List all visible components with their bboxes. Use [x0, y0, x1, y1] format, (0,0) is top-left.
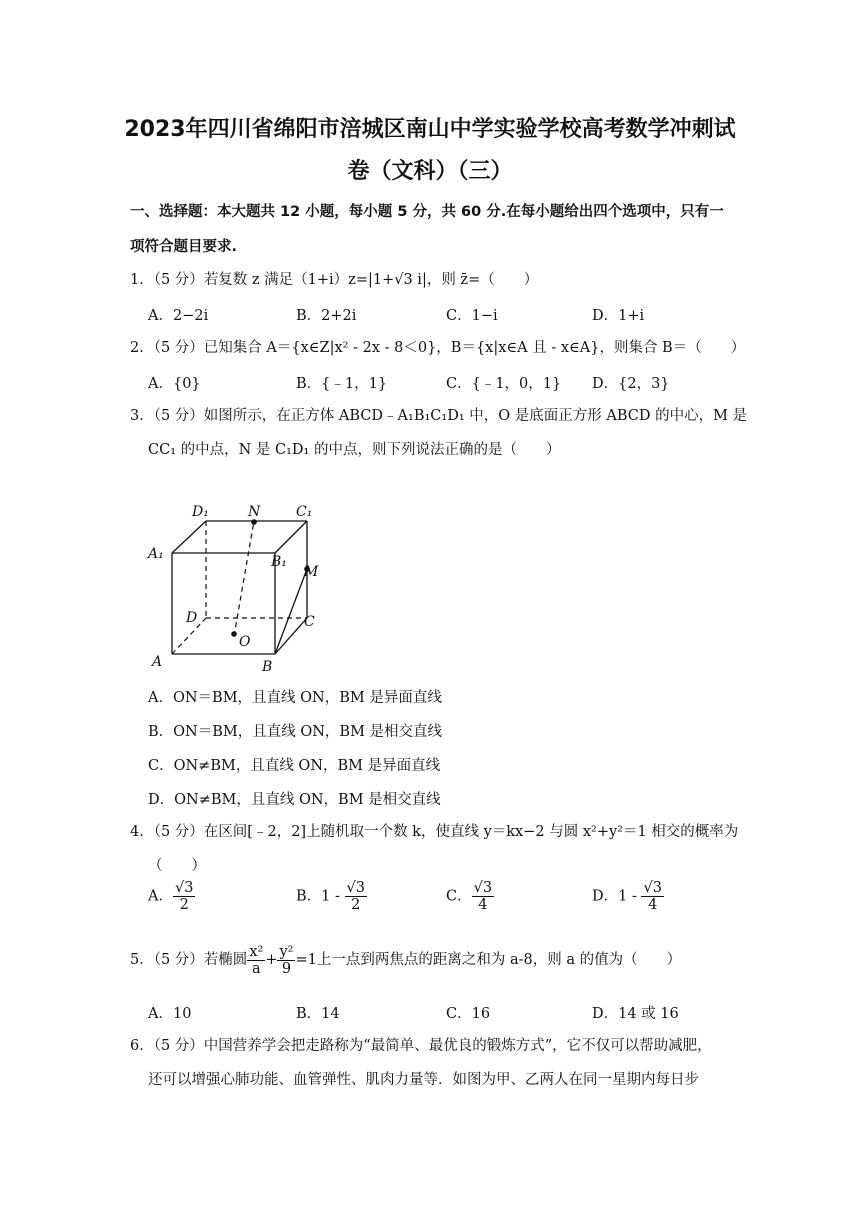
label-A1: A₁ — [148, 546, 164, 562]
q2-option-a[interactable]: A．{0} — [148, 376, 201, 392]
q5-stem-after: 上一点到两焦点的距离之和为 a-8，则 a 的值为（ ） — [316, 952, 682, 968]
q4-option-c[interactable] — [446, 880, 494, 913]
q5-option-c[interactable]: C．16 — [446, 1006, 491, 1022]
label-D: D — [186, 610, 198, 626]
segment-BM — [275, 569, 307, 654]
q5-option-d[interactable]: D．14 或 16 — [592, 1006, 679, 1022]
question-3-stem-line2: CC₁ 的中点，N 是 C₁D₁ 的中点，则下列说法正确的是（ ） — [148, 442, 561, 458]
label-N: N — [248, 504, 261, 520]
segment-ON — [234, 521, 254, 636]
question-2-stem: 2．（5 分）已知集合 A＝{x∈Z|x² - 2x - 8＜0}，B＝{x|x∈A 且 - x∈A}，则集合 B＝（ ） — [130, 340, 746, 356]
question-6-line2: 还可以增强心肺功能、血管弹性、肌肉力量等．如图为甲、乙两人在同一星期内每日步 — [148, 1072, 699, 1088]
label-M: M — [304, 564, 319, 580]
section-header-line2: 项符合题目要求. — [130, 239, 238, 255]
q4-option-a[interactable] — [148, 880, 195, 913]
page-title-line2: 卷（文科）（三） — [347, 159, 513, 184]
q3-option-c[interactable]: C．ON≠BM，且直线 ON，BM 是异面直线 — [148, 758, 441, 774]
q4-option-b[interactable] — [296, 880, 367, 913]
q4-option-b-label: B． — [296, 888, 322, 905]
q1-option-c[interactable]: C．1−i — [446, 308, 498, 324]
label-D1: D₁ — [192, 504, 209, 520]
question-5-stem — [130, 942, 681, 978]
q4-option-c-fraction: $\frac{√3}{4}$ — [473, 880, 493, 913]
q5-fraction-x: $\frac{\text{x²}}{a}$ — [249, 943, 264, 977]
page-title-line1: 2023年四川省绵阳市涪城区南山中学实验学校高考数学冲刺试 — [124, 117, 736, 142]
q3-option-a[interactable]: A．ON＝BM，且直线 ON，BM 是异面直线 — [148, 690, 442, 706]
q4-option-d[interactable] — [592, 880, 664, 913]
q5-fraction-y: $\frac{\text{y²}}{9}$ — [279, 943, 294, 977]
q4-option-b-fraction: $\frac{√3}{2}$ — [346, 880, 365, 913]
label-C1: C₁ — [296, 504, 313, 520]
q5-plus: + — [265, 952, 278, 968]
q4-option-d-label: D． — [592, 888, 619, 905]
cube-figure — [140, 496, 340, 676]
point-O — [231, 631, 237, 637]
q5-option-b[interactable]: B．14 — [296, 1006, 340, 1022]
q5-option-a[interactable]: A．10 — [148, 1006, 192, 1022]
section-header-line1: 一、选择题：本大题共 12 小题，每小题 5 分，共 60 分.在每小题给出四个选项中，只有一 — [130, 204, 724, 220]
q1-option-a[interactable]: A．2−2i — [148, 308, 209, 324]
edge-B1-C1 — [275, 521, 307, 553]
q5-equals: =1 — [295, 952, 317, 968]
q3-option-d[interactable]: D．ON≠BM，且直线 ON，BM 是相交直线 — [148, 792, 441, 808]
q2-option-d[interactable]: D．{2，3} — [592, 376, 670, 392]
q2-option-c[interactable]: C．{﹣1，0，1} — [446, 376, 562, 392]
question-4-stem-line2: （ ） — [148, 858, 206, 874]
q3-option-b[interactable]: B．ON＝BM，且直线 ON，BM 是相交直线 — [148, 724, 443, 740]
label-C: C — [304, 614, 315, 630]
edge-A1-D1 — [172, 521, 206, 553]
q4-option-c-label: C． — [446, 888, 472, 905]
label-O: O — [239, 634, 251, 650]
question-1-stem: 1．（5 分）若复数 z 满足（1+i）z=|1+√3 i|，则 z̄=（ ） — [130, 272, 539, 288]
point-N — [251, 519, 257, 525]
q4-option-b-prefix: 1 - — [321, 888, 345, 905]
q5-stem-before: 5．（5 分）若椭圆 — [130, 952, 248, 968]
q4-option-a-label: A． — [148, 888, 173, 905]
label-B1: B₁ — [271, 554, 287, 570]
label-B: B — [262, 659, 273, 675]
q4-option-d-prefix: 1 - — [618, 888, 642, 905]
q2-option-b[interactable]: B．{﹣1，1} — [296, 376, 388, 392]
question-3-stem-line1: 3．（5 分）如图所示，在正方体 ABCD﹣A₁B₁C₁D₁ 中，O 是底面正方形 ABCD 的中心，M 是 — [130, 408, 748, 424]
label-A: A — [152, 654, 163, 670]
question-4-stem-line1: 4．（5 分）在区间[﹣2，2]上随机取一个数 k，使直线 y＝kx−2 与圆 x²+y²＝1 相交的概率为 — [130, 824, 739, 840]
q4-option-a-fraction: $\frac{√3}{2}$ — [174, 880, 194, 913]
q1-option-b[interactable]: B．2+2i — [296, 308, 357, 324]
q1-option-d[interactable]: D．1+i — [592, 308, 645, 324]
edge-B-C — [275, 618, 307, 654]
q4-option-d-fraction: $\frac{√3}{4}$ — [643, 880, 662, 913]
question-6-line1: 6．（5 分）中国营养学会把走路称为“最简单、最优良的锻炼方式”，它不仅可以帮助减肥， — [130, 1038, 712, 1054]
